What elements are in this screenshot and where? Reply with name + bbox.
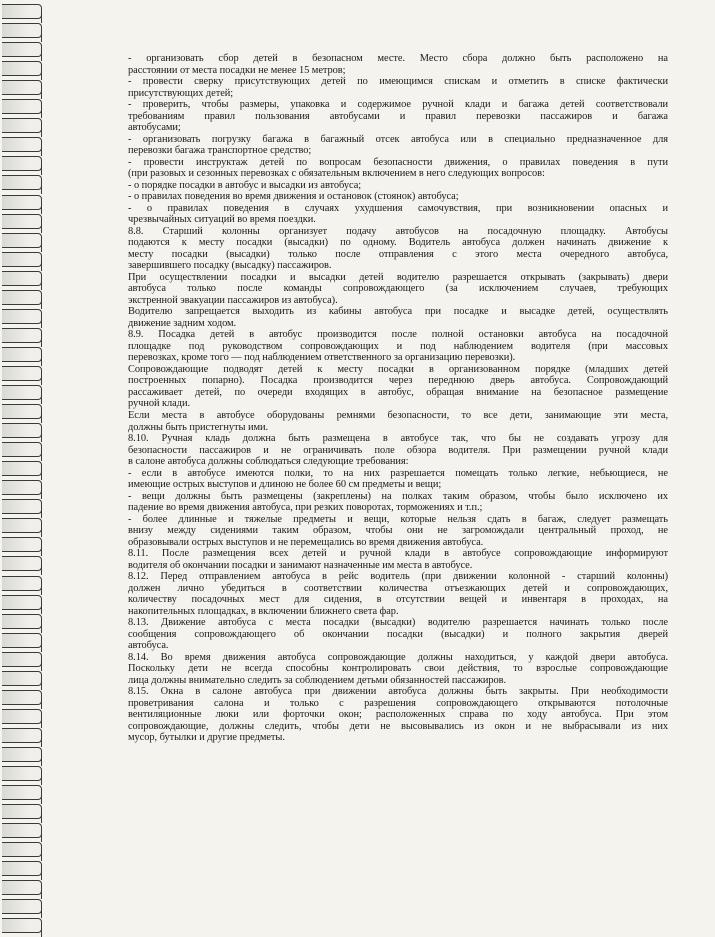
text-line: - если в автобусе имеются полки, то на них разрешается помещать только легкие, небьющиеся, не <box>128 467 668 479</box>
text-line: водителя об окончании посадки и занимают назначенные им места в автобусе. <box>128 559 473 571</box>
text-line: - о правилах поведения в случаях ухудшения самочувствия, при возникновении опасных и <box>128 202 668 214</box>
binding-ring <box>2 385 42 400</box>
text-line: 8.8. Старший колонны организует подачу автобусов на посадочную площадку. Автобусы <box>128 225 668 237</box>
text-line: 8.11. После размещения всех детей и ручной клади в автобусе сопровождающие информируют <box>128 548 668 560</box>
binding-ring <box>2 766 42 781</box>
text-line: безопасности пассажиров и не ограничивать поле обзора водителя. При размещении ручной клади <box>128 444 668 456</box>
text-line: должны быть пристегнуты ими. <box>128 421 269 433</box>
text-line: Поскольку дети не всегда способны контролировать свои действия, то взрослые сопровождающие <box>128 663 668 675</box>
text-line: Если места в автобусе оборудованы ремнями безопасности, то все дети, занимающие эти места, <box>128 409 668 421</box>
binding-ring <box>2 880 42 895</box>
text-line: перевозках, кроме того — под наблюдением ответственного за организацию перевозки). <box>128 352 516 364</box>
binding-ring <box>2 175 42 190</box>
binding-ring <box>2 690 42 705</box>
binding-ring <box>2 709 42 724</box>
binding-ring <box>2 595 42 610</box>
text-line: проветривания салона и только с разрешения сопровождающего открываются потолочные <box>128 697 668 709</box>
text-line: образовывали острых выступов и не перемещались во время движения автобуса. <box>128 536 484 548</box>
text-line: 8.14. Во время движения автобуса сопровождающие должны находиться, у каждой двери автобуса. <box>128 651 668 663</box>
text-line: месту посадки (высадки) только после отправления с этого места очередного автобуса, <box>128 248 668 260</box>
binding-ring <box>2 366 42 381</box>
binding-ring <box>2 80 42 95</box>
binding-ring <box>2 290 42 305</box>
binding-ring <box>2 4 42 19</box>
text-line: рассаживает детей, по очереди входящих в автобус, обращая внимание на безопасное размещение <box>128 386 668 398</box>
text-line: автобуса. <box>128 640 169 652</box>
binding-ring <box>2 614 42 629</box>
text-line: (при разовых и сезонных перевозках с обязательным включением в него следующих вопросов: <box>128 168 545 180</box>
binding-ring <box>2 271 42 286</box>
binding-ring <box>2 347 42 362</box>
text-line: построенных попарно). Посадка производится через переднюю дверь автобуса. Сопровождающий <box>128 375 668 387</box>
text-line: накопительных площадках, в включении ближнего света фар. <box>128 605 399 617</box>
binding-ring <box>2 576 42 591</box>
binding-ring <box>2 42 42 57</box>
binding-ring <box>2 328 42 343</box>
text-line: внизу между сидениями таким образом, чтобы они не загромождали центральный проход, не <box>128 525 668 537</box>
binding-ring <box>2 747 42 762</box>
binding-ring <box>2 556 42 571</box>
binding-ring <box>2 804 42 819</box>
text-line: - о правилах поведения во время движения и остановок (стоянок) автобуса; <box>128 191 459 203</box>
text-line: 8.12. Перед отправлением автобуса в рейс водитель (при движении колонной - старший колонны) <box>128 571 668 583</box>
binding-ring <box>2 195 42 210</box>
binding-ring <box>2 480 42 495</box>
text-line: подаются к месту посадки (высадки) по одному. Водитель автобуса должен начинать движение к <box>128 237 668 249</box>
binding-ring <box>2 99 42 114</box>
text-line: падение во время движения автобуса, при резких поворотах, торможениях и т.п.; <box>128 502 483 514</box>
text-line: должен лично убедиться в соответствии количества отъезжающих детей и сопровождающих, <box>128 582 668 594</box>
binding-ring <box>2 671 42 686</box>
text-line: расстоянии от места посадки не менее 15 метров; <box>128 64 346 76</box>
binding-ring <box>2 118 42 133</box>
text-line: ручной клади. <box>128 398 191 410</box>
text-line: - вещи должны быть размещены (закреплены) на полках таким образом, чтобы было исключено их <box>128 490 668 502</box>
text-line: перевозки багажа транспортное средство; <box>128 145 312 157</box>
text-line: присутствующих детей; <box>128 87 234 99</box>
binding-ring <box>2 23 42 38</box>
text-line: При осуществлении посадки и высадки детей водителю разрешается открывать (закрывать) двери <box>128 271 668 283</box>
text-line: экстренной эвакуации пассажиров из автобуса). <box>128 294 338 306</box>
binding-ring <box>2 728 42 743</box>
binding-ring <box>2 537 42 552</box>
text-line: 8.9. Посадка детей в автобус производится после полной остановки автобуса на посадочной <box>128 329 668 341</box>
binding-ring <box>2 499 42 514</box>
binding-ring <box>2 61 42 76</box>
text-line: вентиляционные люки или форточки окон; расположенных справа по ходу автобуса. При этом <box>128 709 668 721</box>
text-line: площадке под руководством сопровождающих и под наблюдением водителя (при массовых <box>128 340 668 352</box>
binding-ring <box>2 404 42 419</box>
binding-ring <box>2 214 42 229</box>
binding-ring <box>2 137 42 152</box>
text-line: сопровождающие, должны следить, чтобы дети не высовывались из окон и не выбрасывали из них <box>128 720 668 732</box>
text-line: мусор, бутылки и другие предметы. <box>128 732 285 744</box>
text-line: имеющие острых выступов и длиною не более 60 см предметы и вещи; <box>128 479 442 491</box>
text-line: в салоне автобуса должны соблюдаться следующие требования: <box>128 456 409 468</box>
binding-ring <box>2 156 42 171</box>
text-line: требованиям правил пользования автобусами и правил перевозки пассажиров и багажа <box>128 110 668 122</box>
text-line: - организовать сбор детей в безопасном месте. Место сбора должно быть расположено на <box>128 53 668 64</box>
text-line: Сопровождающие подводят детей к месту посадки в организованном порядке (младших детей <box>128 363 668 375</box>
text-line: 8.15. Окна в салоне автобуса при движении автобуса должны быть закрыты. При необходимости <box>128 686 668 698</box>
text-line: лица должны внимательно следить за соблюдением детьми обязанностей пассажиров. <box>128 674 507 686</box>
binding-ring <box>2 633 42 648</box>
text-line: - более длинные и тяжелые предметы и вещи, которые нельзя сдать в багаж, следует размещать <box>128 513 668 525</box>
binding-ring <box>2 252 42 267</box>
text-line: 8.13. Движение автобуса с места посадки (высадки) водителю разрешается начинать только после <box>128 617 668 629</box>
binding-ring <box>2 785 42 800</box>
binding-ring <box>2 842 42 857</box>
document-body <box>128 53 668 744</box>
binding-ring <box>2 652 42 667</box>
text-line: - о порядке посадки в автобус и высадки из автобуса; <box>128 179 362 191</box>
text-line: - организовать погрузку багажа в багажный отсек автобуса или в специально предназначенное для <box>128 133 668 145</box>
text-line: автобусами; <box>128 122 181 134</box>
text-line: чрезвычайных ситуаций во время поездки. <box>128 214 316 226</box>
binding-ring <box>2 823 42 838</box>
text-line: автобуса только после команды сопровождающего (за исключением случаев, требующих <box>128 283 668 295</box>
text-line: - провести инструктаж детей по вопросам безопасности движения, о правилах поведения в пути <box>128 156 668 168</box>
binding-ring <box>2 423 42 438</box>
binding-ring <box>2 518 42 533</box>
binding-ring <box>2 461 42 476</box>
text-line: - проверить, чтобы размеры, упаковка и содержимое ручной клади и багажа детей соответствовали <box>128 99 668 111</box>
binding-ring <box>2 918 42 933</box>
binding-ring <box>2 899 42 914</box>
spiral-binding <box>0 0 46 934</box>
binding-ring <box>2 309 42 324</box>
text-line: завершившего посадку (высадку) пассажиров. <box>128 260 332 272</box>
binding-ring <box>2 233 42 248</box>
text-line: движение задним ходом. <box>128 317 237 329</box>
text-line: Водителю запрещается выходить из кабины автобуса при посадке и высадке детей, осуществлять <box>128 306 668 318</box>
text-line: - провести сверку присутствующих детей по имеющимся спискам и отметить в списке фактически <box>128 76 668 88</box>
binding-ring <box>2 442 42 457</box>
text-line: количеству посадочных мест для сидения, в отсутствии вещей и инвентаря в проходах, на <box>128 594 668 606</box>
text-line: сообщения сопровождающего об окончании посадки (высадки) и полного закрытия дверей <box>128 628 668 640</box>
text-line: 8.10. Ручная кладь должна быть размещена в автобусе так, что бы не создавать угрозу для <box>128 433 668 445</box>
binding-ring <box>2 861 42 876</box>
